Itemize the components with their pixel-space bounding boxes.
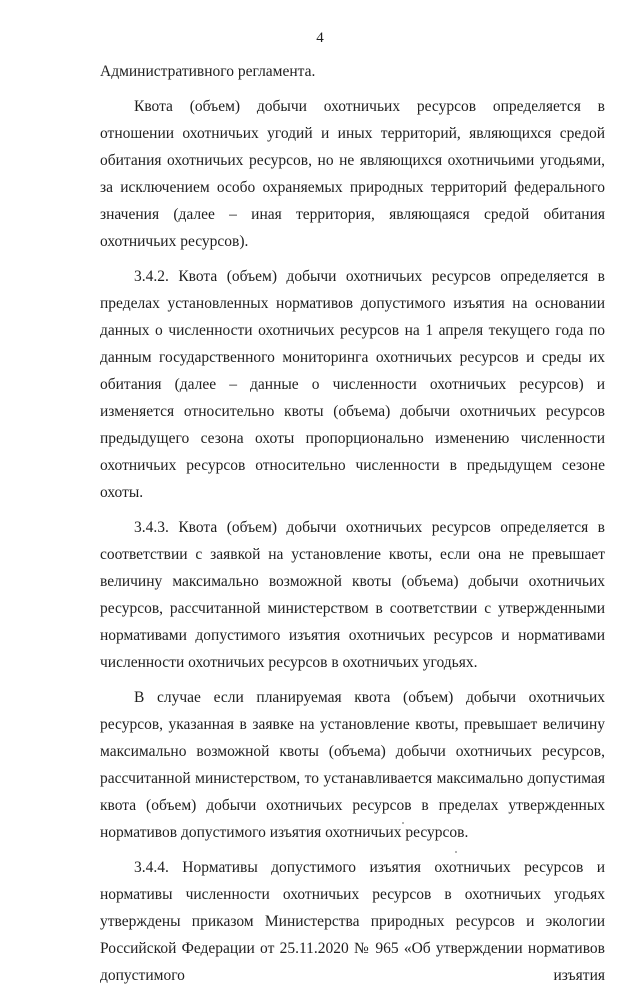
- document-body: [100, 58, 605, 997]
- paragraph-3-4-3: 3.4.3. Квота (объем) добычи охотничьих ресурсов определяется в соответствии с заявкой на установление квоты, если она не превышает величину максимально возможной квоты (объема) добычи охотничьих ресурсов, рассчитанной министерством в соответствии с утвержденными нормативами допустимого изъятия охотничьих ресурсов и нормативами численности охотничьих ресурсов в охотничьих угодьях.: [100, 519, 605, 671]
- paragraph-3-4-2: 3.4.2. Квота (объем) добычи охотничьих ресурсов определяется в пределах установленных нормативов допустимого изъятия на основании данных о численности охотничьих ресурсов на 1 апреля текущего года по данным государственного мониторинга охотничьих ресурсов и среды их обитания (далее – данные о численности охотничьих ресурсов) и изменяется относительно квоты (объема) добычи охотничьих ресурсов предыдущего сезона охоты пропорционально изменению численности охотничьих ресурсов относительно численности в предыдущем сезоне охоты.: [100, 268, 605, 501]
- paragraph-3-4-4: 3.4.4. Нормативы допустимого изъятия охотничьих ресурсов и нормативы численности охотничьих ресурсов в охотничьих угодьях утверждены приказом Министерства природных ресурсов и экологии Российской Федерации от 25.11.2020 № 965 «Об утверждении нормативов допустимого изъятия: [100, 859, 605, 984]
- paragraph-quota-territories: Квота (объем) добычи охотничьих ресурсов определяется в отношении охотничьих угодий и иных территорий, являющихся средой обитания охотничьих ресурсов, но не являющихся охотничьими угодьями, за исключением особо охраняемых природных территорий федерального значения (далее – иная территория, являющаяся средой обитания охотничьих ресурсов).: [100, 98, 605, 250]
- paragraph-continuation: Административного регламента.: [100, 63, 316, 80]
- page-number: 4: [316, 30, 324, 46]
- scan-speck: [455, 851, 457, 853]
- paragraph-quota-exceeds: В случае если планируемая квота (объем) добычи охотничьих ресурсов, указанная в заявке на установление квоты, превышает величину максимально возможной квоты (объема) добычи охотничьих ресурсов, рассчитанной министерством, то устанавливается максимально допустимая квота (объем) добычи охотничьих ресурсов в пределах утвержденных нормативов допустимого изъятия охотничьих ресурсов.: [100, 689, 605, 841]
- scan-speck: [402, 822, 404, 824]
